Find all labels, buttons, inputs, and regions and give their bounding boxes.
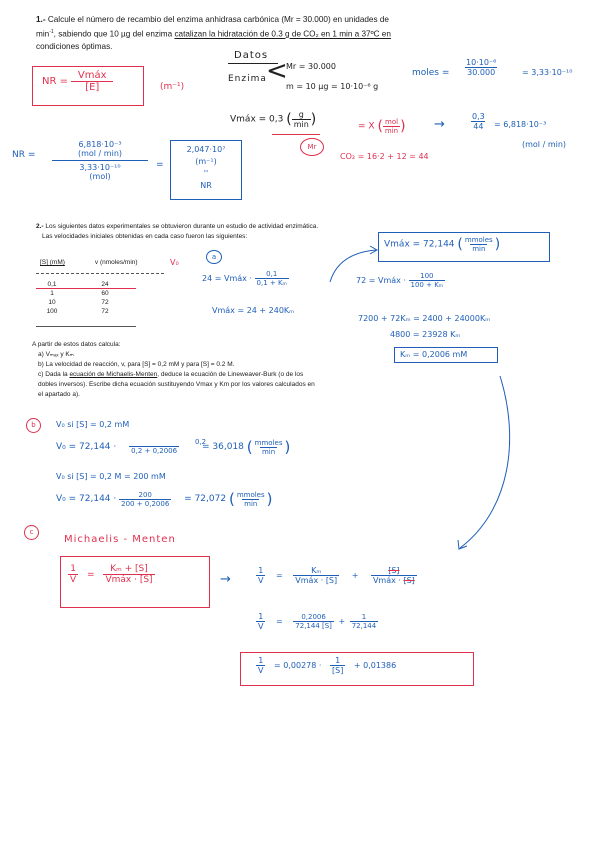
data-table-body bbox=[36, 280, 142, 316]
km-box-content: Kₘ = 0,2006 mM bbox=[400, 350, 468, 359]
calc-fraction: $\frac{0,3}{44}$ bbox=[472, 112, 485, 131]
table-red-line bbox=[36, 288, 136, 289]
moles-result: = 3,33·10⁻¹⁰ bbox=[522, 68, 573, 77]
b-eq-1-numerator: 0,2 bbox=[195, 438, 207, 446]
table-cell-s: 100 bbox=[46, 308, 58, 315]
item-c: c) Dada la ecuación de Michaelis-Menten, deduce la ecuación de Lineweaver-Burk (o de los bbox=[38, 371, 304, 378]
enzima-label: Enzima bbox=[228, 74, 267, 84]
item-c-line-3: el apartado a). bbox=[38, 391, 80, 398]
nr2-label: NR = bbox=[12, 150, 36, 160]
eq1-result: Vmáx = 24 + 240Kₘ bbox=[212, 306, 295, 315]
table-header-s: [S] (mM) bbox=[40, 259, 65, 266]
table-dashed-rule bbox=[36, 273, 164, 274]
table-cell-s: 10 bbox=[48, 299, 56, 306]
b-eq-2: V₀ = 72,144 · $\frac{200}{200 + 0,2006}$ = 72,072 ( $\frac{\text{mmoles}}{\min}$ ) bbox=[56, 490, 273, 508]
question-1-line-2: $\min^{-1}$, sabiendo que 10 µg del enzima catalizan la hidratación de 0.3 g de CO₂ en 1 min a 37ºC en bbox=[36, 29, 391, 39]
b-line-1: V₀ si [S] = 0,2 mM bbox=[56, 420, 130, 429]
item-a: a) Vₘₐₓ y Kₘ bbox=[38, 351, 74, 358]
arrow-right-icon: → bbox=[434, 117, 445, 132]
mr-line: Mr = 30.000 bbox=[286, 62, 336, 71]
nr-units: (m⁻¹) bbox=[160, 82, 185, 92]
question-2 bbox=[36, 222, 396, 242]
nr2-fraction: 6,818·10⁻³ (mol / min) 3,33·10⁻¹⁰ (mol) bbox=[52, 140, 148, 181]
vmax-box-content: Vmáx = 72,144 ( $\frac{\text{mmoles}}{\min}$ ) bbox=[384, 236, 501, 253]
mr-circle: Mr bbox=[300, 138, 324, 156]
question-2-line-2: Las velocidades iniciales obtenidas en cada caso fueron las siguientes: bbox=[42, 233, 248, 240]
brace-icon: < bbox=[266, 56, 288, 86]
b-eq-1: V₀ = 72,144 · 0,2 + 0,2006 = 36,018 ( $\frac{\text{mmoles}}{\min}$ ) bbox=[56, 438, 291, 456]
eq1: 24 = Vmáx · $\frac{0,1}{\text{0,1 + Kₘ}}$ bbox=[202, 270, 287, 287]
table-cell-v: 72 bbox=[101, 308, 109, 315]
question-1-line-1: 1.- Calcule el número de recambio del enzima anhidrasa carbónica (Mr = 30.000) en unidades de bbox=[36, 15, 389, 24]
table-cell-v: 60 bbox=[101, 290, 109, 297]
b-line-2: V₀ si [S] = 0,2 M = 200 mM bbox=[56, 472, 166, 481]
question-1 bbox=[36, 14, 576, 53]
vmax-line: Vmáx = 0,3 ( $\frac{g}{\min}$ ) bbox=[230, 110, 317, 129]
table-cell-s: 0,1 bbox=[47, 281, 57, 288]
calc-intro: A partir de estos datos calcula: bbox=[32, 341, 121, 348]
calc-units: (mol / min) bbox=[522, 140, 567, 149]
table-row bbox=[36, 289, 142, 298]
nr2-result: 2,047·10⁷ (m⁻¹) '' NR bbox=[186, 145, 226, 190]
curve-arrow-to-michaelis bbox=[460, 376, 510, 548]
arrowhead-michaelis bbox=[458, 540, 467, 549]
step-2: 4800 = 23928 Kₘ bbox=[390, 330, 461, 339]
data-table bbox=[36, 258, 142, 267]
v0-label: V₀ bbox=[170, 258, 179, 267]
table-cell-v: 72 bbox=[101, 299, 109, 306]
table-bottom-rule bbox=[36, 326, 136, 327]
table-row bbox=[36, 298, 142, 307]
question-1-line-3: condiciones óptimas. bbox=[36, 41, 113, 51]
datos-title: Datos bbox=[234, 50, 269, 61]
arrow-right-icon-2: → bbox=[220, 572, 231, 587]
final-equation: $\frac{1}{V}$ = 0,00278 · $\frac{1}{[S]}$ + 0,01386 bbox=[258, 656, 397, 675]
lb-eq-2: $\frac{1}{V}$ = $\frac{0,2006}{72,144 [S]}$ + $\frac{1}{72,144}$ bbox=[258, 612, 377, 631]
mm-equation: $\frac{1}{V}$ = $\frac{\text{Kₘ + [S]}}{\text{Vmáx · [S]}}$ bbox=[70, 564, 153, 585]
mm-title: Michaelis - Menten bbox=[64, 534, 176, 545]
nr2-equals: = bbox=[156, 160, 164, 170]
step-1: 7200 + 72Kₘ = 2400 + 24000Kₘ bbox=[358, 314, 491, 323]
eq2: 72 = Vmáx · $\frac{100}{\text{100 + Kₘ}}$ bbox=[356, 272, 444, 289]
lb-eq-1: $\frac{1}{V}$ = $\frac{\text{Kₘ}}{\text{Vmáx · [S]}}$ + $\frac{[S]}{\text{Vmáx · [S]}}$ bbox=[258, 566, 415, 585]
moles-label: moles = bbox=[412, 68, 450, 78]
table-cell-v: 24 bbox=[101, 281, 109, 288]
question-2-items bbox=[32, 340, 378, 400]
c-circle: c bbox=[24, 525, 39, 540]
arrowhead-vmax bbox=[370, 246, 377, 254]
nr-formula: NR = $\frac{\text{Vmáx}}{[E]}$ bbox=[42, 70, 113, 93]
table-cell-s: 1 bbox=[50, 290, 54, 297]
table-header-v: v (nmoles/min) bbox=[94, 259, 138, 266]
table-row bbox=[36, 307, 142, 316]
vmax-equals-x: = X ( $\frac{\text{mol}}{\min}$ ) bbox=[358, 118, 406, 135]
co2-line: CO₂ = 16·2 + 12 = 44 bbox=[340, 152, 429, 161]
question-2-line-1: 2.- Los siguientes datos experimentales se obtuvieron durante un estudio de actividad enzimática. bbox=[36, 223, 319, 230]
a-circle: a bbox=[206, 250, 222, 264]
vmax-red-underline bbox=[272, 134, 320, 135]
item-b: b) La velocidad de reacción, v, para [S] = 0,2 mM y para [S] = 0.2 M. bbox=[38, 361, 235, 368]
b-circle: b bbox=[26, 418, 41, 433]
calc-result: = 6,818·10⁻³ bbox=[494, 120, 547, 129]
item-c-line-2: dobles inversos). Escribe dicha ecuación sustituyendo Vmax y Km por los valores calculados en bbox=[38, 381, 315, 388]
m-line: m = 10 µg = 10·10⁻⁶ g bbox=[286, 82, 379, 91]
moles-fraction: $\frac{\text{10·10⁻⁶}}{30.000}$ bbox=[466, 58, 497, 77]
